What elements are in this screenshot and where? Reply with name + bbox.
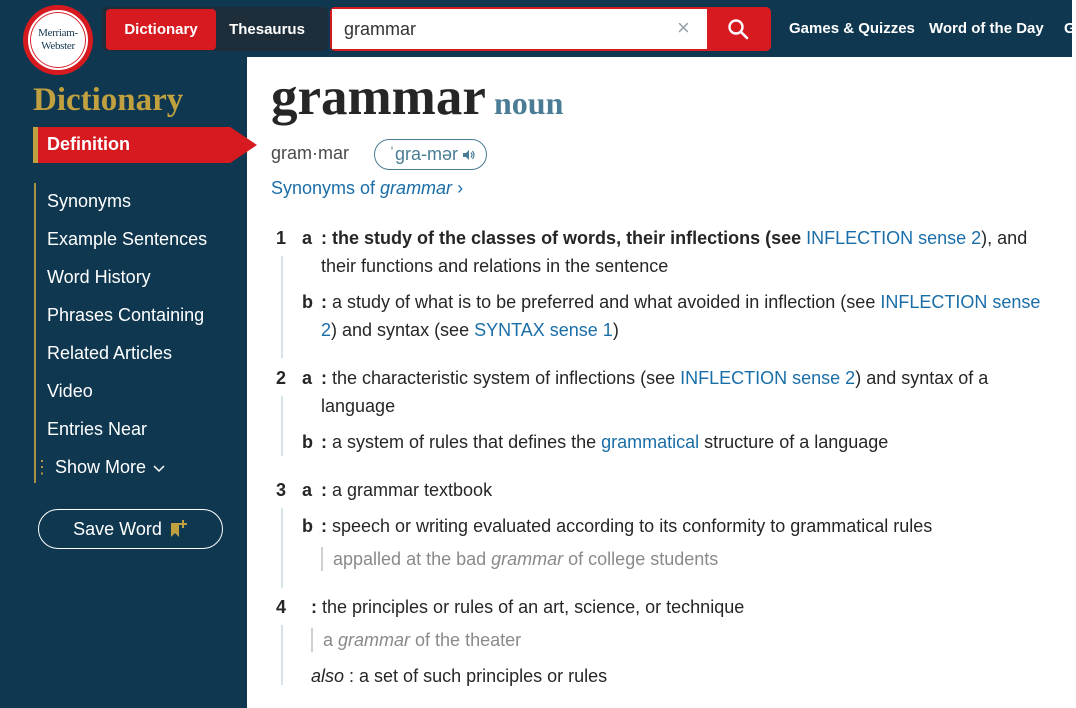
example-text: appalled at the bad (333, 549, 492, 569)
also-definition: : a set of such principles or rules (344, 666, 608, 686)
def-text: : a study of what is to be preferred and what avoided in inflection (see (321, 292, 881, 312)
chevron-down-icon (153, 463, 165, 473)
sense-2-rule (281, 396, 283, 456)
tab-thesaurus[interactable]: Thesaurus (229, 21, 305, 38)
def-text: : the study of the classes of words, their inflections (see (321, 228, 807, 248)
nav-word-of-the-day[interactable]: Word of the Day (929, 20, 1044, 37)
sense-3b-letter: b (302, 516, 313, 536)
synonyms-link-word: grammar (380, 178, 453, 198)
sense-2a-definition (321, 364, 1056, 420)
def-text: ) and syntax of a language (321, 368, 989, 416)
def-text: ) (612, 320, 619, 340)
merriam-webster-logo[interactable] (23, 5, 93, 75)
inflection-link[interactable]: INFLECTION sense 2 (680, 368, 856, 388)
speaker-icon (462, 149, 476, 161)
nav-next-item[interactable]: G (1064, 20, 1076, 37)
nav-games-quizzes[interactable]: Games & Quizzes (789, 20, 915, 37)
def-text: structure of a language (699, 432, 889, 452)
sense-3a-letter: a (302, 480, 313, 500)
part-of-speech[interactable]: noun (494, 85, 564, 121)
syntax-link[interactable]: SYNTAX sense 1 (474, 320, 613, 340)
example-text: of college students (563, 549, 719, 569)
syllabification: gram·mar (271, 143, 350, 163)
sense-number-3: 3 (276, 480, 287, 500)
example-text: of the theater (410, 630, 522, 650)
sense-2b-definition (321, 428, 1061, 456)
synonyms-link[interactable] (271, 178, 463, 199)
sidebar-item-definition-label: Definition (47, 134, 130, 154)
def-text: : speech or writing evaluated according to its conformity to grammatical rules (321, 516, 933, 536)
sense-4-rule (281, 625, 283, 685)
sidebar-item-synonyms[interactable]: Synonyms (47, 191, 132, 211)
sense-1-rule (281, 256, 283, 358)
pronunciation-button[interactable] (374, 139, 487, 170)
logo-line2: Webster (41, 40, 75, 52)
sense-1b-letter: b (302, 292, 313, 312)
sense-1a-letter: a (302, 228, 313, 248)
sense-number-4: 4 (276, 597, 287, 617)
sidebar-item-entries-near[interactable]: Entries Near (47, 419, 148, 439)
sidebar-item-example-sentences[interactable]: Example Sentences (47, 229, 208, 249)
search-icon (727, 18, 749, 40)
search-button[interactable] (707, 9, 769, 49)
example-sentence (321, 547, 718, 571)
dots-icon: ⋮ (33, 457, 51, 477)
example-sentence (311, 628, 521, 652)
active-indicator (33, 127, 38, 163)
clear-icon[interactable]: × (677, 15, 690, 40)
inflection-link[interactable]: INFLECTION sense 2 (806, 228, 982, 248)
def-text: : a system of rules that defines the (321, 432, 602, 452)
headword: grammar (271, 68, 486, 126)
show-more-label: Show More (55, 457, 147, 477)
def-text: : the characteristic system of inflections (see (321, 368, 681, 388)
def-text: : the principles or rules of an art, science, or technique (311, 597, 745, 617)
sidebar-item-video[interactable]: Video (47, 381, 93, 401)
sidebar-item-phrases-containing[interactable]: Phrases Containing (47, 305, 205, 325)
logo-line1: Merriam- (38, 27, 78, 39)
sense-1a-definition (321, 224, 1056, 280)
sense-3b-definition (321, 512, 1061, 540)
inflection-link[interactable]: INFLECTION sense 2 (321, 292, 1041, 340)
bookmark-plus-icon (168, 519, 188, 539)
pronunciation-text: ˈgra-mər (389, 144, 459, 164)
sidebar-item-word-history[interactable]: Word History (47, 267, 151, 287)
def-text: : a grammar textbook (321, 480, 493, 500)
search-bar (330, 7, 771, 51)
synonyms-link-prefix: Synonyms of (271, 178, 381, 198)
sense-number-1: 1 (276, 228, 287, 248)
logo-badge (28, 10, 88, 70)
sense-4-also (311, 662, 1051, 690)
sidebar-divider (34, 183, 36, 483)
show-more-button[interactable] (33, 457, 165, 478)
tab-dictionary[interactable]: Dictionary (106, 9, 216, 50)
sidebar (0, 57, 247, 708)
example-keyword: grammar (338, 630, 411, 650)
example-keyword: grammar (491, 549, 564, 569)
sense-number-2: 2 (276, 368, 287, 388)
def-text: ), and their functions and relations in the sentence (321, 228, 1028, 276)
sense-3a-definition (321, 476, 1056, 504)
example-text: a (323, 630, 339, 650)
save-word-button[interactable] (38, 509, 223, 549)
also-label: also (311, 666, 345, 686)
sidebar-title: Dictionary (33, 82, 184, 118)
chevron-right-icon: › (457, 178, 464, 198)
sense-3-rule (281, 508, 283, 588)
sense-2a-letter: a (302, 368, 313, 388)
grammatical-link[interactable]: grammatical (601, 432, 700, 452)
sense-2b-letter: b (302, 432, 313, 452)
def-text: ) and syntax (see (331, 320, 475, 340)
search-input[interactable] (332, 9, 708, 49)
sidebar-item-related-articles[interactable]: Related Articles (47, 343, 173, 363)
sense-1b-definition (321, 288, 1061, 344)
sense-4-definition (311, 593, 1051, 621)
save-word-label: Save Word (73, 518, 162, 539)
